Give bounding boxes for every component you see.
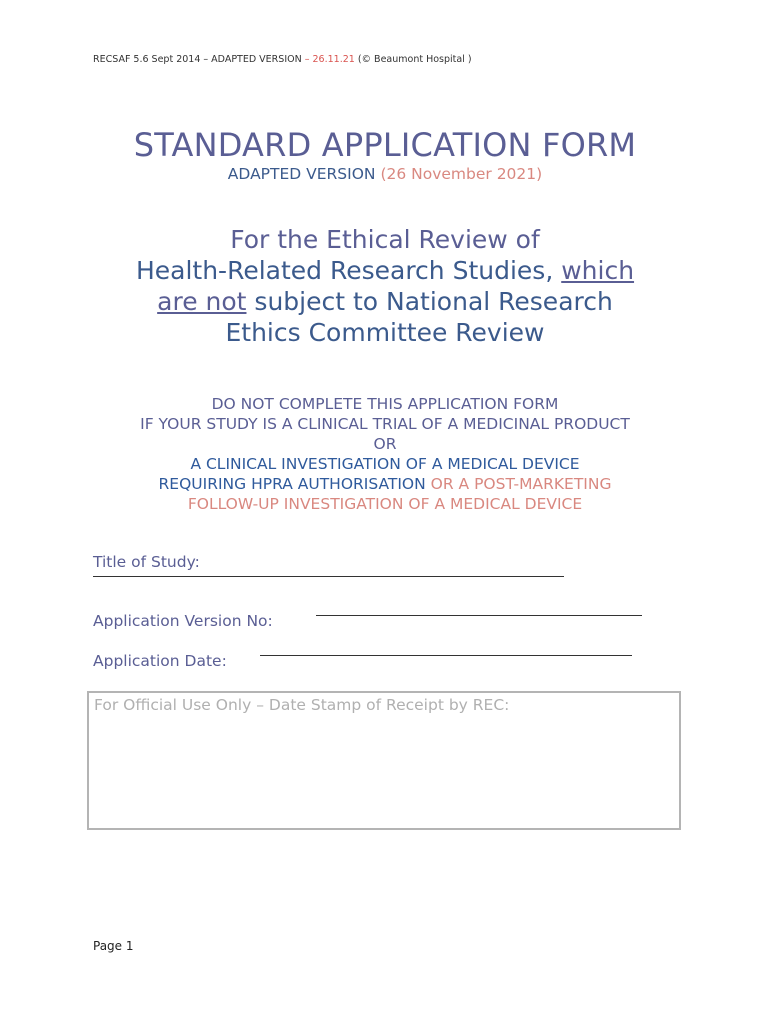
document-header: [93, 54, 472, 65]
warning-line-2: IF YOUR STUDY IS A CLINICAL TRIAL OF A MEDICINAL PRODUCT: [140, 415, 630, 433]
header-copyright: (© Beaumont Hospital ): [354, 54, 472, 65]
subtitle-line-2-text: Health-Related Research Studies,: [135, 256, 562, 285]
adapted-version-line: [0, 165, 770, 183]
official-use-label: For Official Use Only – Date Stamp of Receipt by REC:: [94, 696, 510, 714]
official-use-stamp-box: [87, 691, 681, 830]
application-version-label: Application Version No:: [93, 612, 273, 630]
warning-line-5-extra: OR A POST-MARKETING: [425, 475, 612, 493]
subtitle-line-3: [0, 286, 770, 317]
warning-line-5: [0, 474, 770, 494]
warning-line-5-text: REQUIRING HPRA AUTHORISATION: [158, 475, 426, 493]
subtitle-emphasis-are-not: are not: [157, 287, 247, 316]
subtitle-emphasis-which: which: [561, 256, 635, 285]
header-adapted-date: – 26.11.21: [304, 54, 355, 65]
subtitle-line-4: Ethics Committee Review: [225, 318, 545, 347]
application-date-label: Application Date:: [93, 652, 227, 670]
warning-line-3: OR: [373, 435, 397, 453]
adapted-version-date: (26 November 2021): [380, 165, 543, 183]
header-form-id: RECSAF 5.6 Sept 2014 – ADAPTED VERSION: [93, 54, 305, 65]
study-title-field[interactable]: [93, 576, 564, 577]
application-version-field[interactable]: [316, 615, 642, 616]
adapted-version-label: ADAPTED VERSION: [227, 165, 381, 183]
page-title: STANDARD APPLICATION FORM: [133, 126, 637, 164]
subtitle-line-1: For the Ethical Review of: [230, 225, 540, 254]
eligibility-warning: [0, 394, 770, 514]
subtitle-line-3-text: subject to National Research: [246, 287, 613, 316]
warning-line-4: A CLINICAL INVESTIGATION OF A MEDICAL DEVICE: [190, 455, 580, 473]
study-title-label: Title of Study:: [93, 553, 200, 571]
application-date-field[interactable]: [260, 655, 632, 656]
warning-line-1: DO NOT COMPLETE THIS APPLICATION FORM: [211, 395, 559, 413]
page-number: Page 1: [93, 939, 134, 953]
warning-line-6: FOLLOW-UP INVESTIGATION OF A MEDICAL DEVICE: [187, 495, 583, 513]
form-subtitle: [0, 224, 770, 348]
subtitle-line-2: [0, 255, 770, 286]
